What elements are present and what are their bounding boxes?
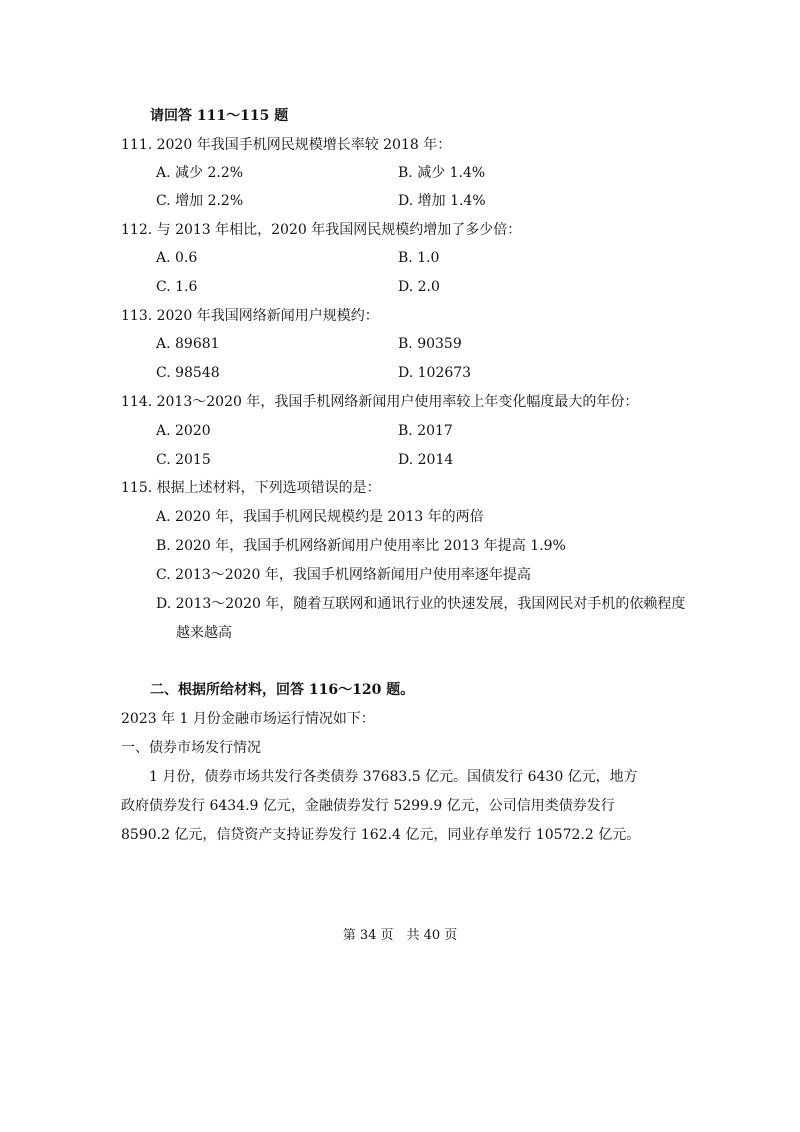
- question-111-option-a: A. 减少 2.2%: [156, 165, 244, 181]
- question-113-stem: 113. 2020 年我国网络新闻用户规模约：: [121, 308, 379, 324]
- section2-subheading: 一、债券市场发行情况: [121, 740, 261, 756]
- question-112-option-b: B. 1.0: [398, 250, 440, 266]
- section2-heading: 二、根据所给材料，回答 116～120 题。: [150, 682, 415, 698]
- question-115-option-b: B. 2020 年，我国手机网络新闻用户使用率比 2013 年提高 1.9%: [156, 538, 566, 554]
- question-111-stem: 111. 2020 年我国手机网民规模增长率较 2018 年：: [121, 137, 452, 153]
- question-112-option-a: A. 0.6: [156, 250, 198, 266]
- question-115-option-d-continued: 越来越高: [176, 625, 232, 641]
- question-111-option-b: B. 减少 1.4%: [398, 165, 486, 181]
- question-115-option-a: A. 2020 年，我国手机网民规模约是 2013 年的两倍: [156, 509, 484, 525]
- question-113-option-d: D. 102673: [398, 365, 472, 381]
- question-114-stem: 114. 2013～2020 年，我国手机网络新闻用户使用率较上年变化幅度最大的年份：: [121, 394, 639, 410]
- question-115-option-d: D. 2013～2020 年，随着互联网和通讯行业的快速发展，我国网民对手机的依赖程度: [156, 596, 686, 612]
- section-intro: 请回答 111～115 题: [150, 108, 289, 124]
- question-114-option-d: D. 2014: [398, 452, 454, 468]
- question-115-stem: 115. 根据上述材料，下列选项错误的是：: [121, 480, 381, 496]
- question-111-option-d: D. 增加 1.4%: [398, 193, 486, 209]
- question-112-stem: 112. 与 2013 年相比，2020 年我国网民规模约增加了多少倍：: [121, 222, 522, 238]
- question-114-option-b: B. 2017: [398, 423, 453, 439]
- question-113-option-c: C. 98548: [156, 365, 220, 381]
- question-111-option-c: C. 增加 2.2%: [156, 193, 244, 209]
- question-112-option-d: D. 2.0: [398, 279, 440, 295]
- section2-intro: 2023 年 1 月份金融市场运行情况如下：: [121, 711, 375, 727]
- page-footer: 第 34 页 共 40 页: [342, 928, 458, 943]
- question-114-option-a: A. 2020: [156, 423, 211, 439]
- section2-paragraph: 1 月份，债券市场共发行各类债券 37683.5 亿元。国债发行 6430 亿元，地方政府债券发行 6434.9 亿元，金融债券发行 5299.9 亿元，公司信用类债券发行 8590.2 亿元，信贷资产支持证券发行 162.4 亿元，同业存单发行 10572.2 亿元。: [121, 769, 641, 843]
- question-113-option-a: A. 89681: [156, 336, 220, 352]
- question-115-option-c: C. 2013～2020 年，我国手机网络新闻用户使用率逐年提高: [156, 567, 531, 583]
- question-112-option-c: C. 1.6: [156, 279, 198, 295]
- question-114-option-c: C. 2015: [156, 452, 211, 468]
- question-113-option-b: B. 90359: [398, 336, 462, 352]
